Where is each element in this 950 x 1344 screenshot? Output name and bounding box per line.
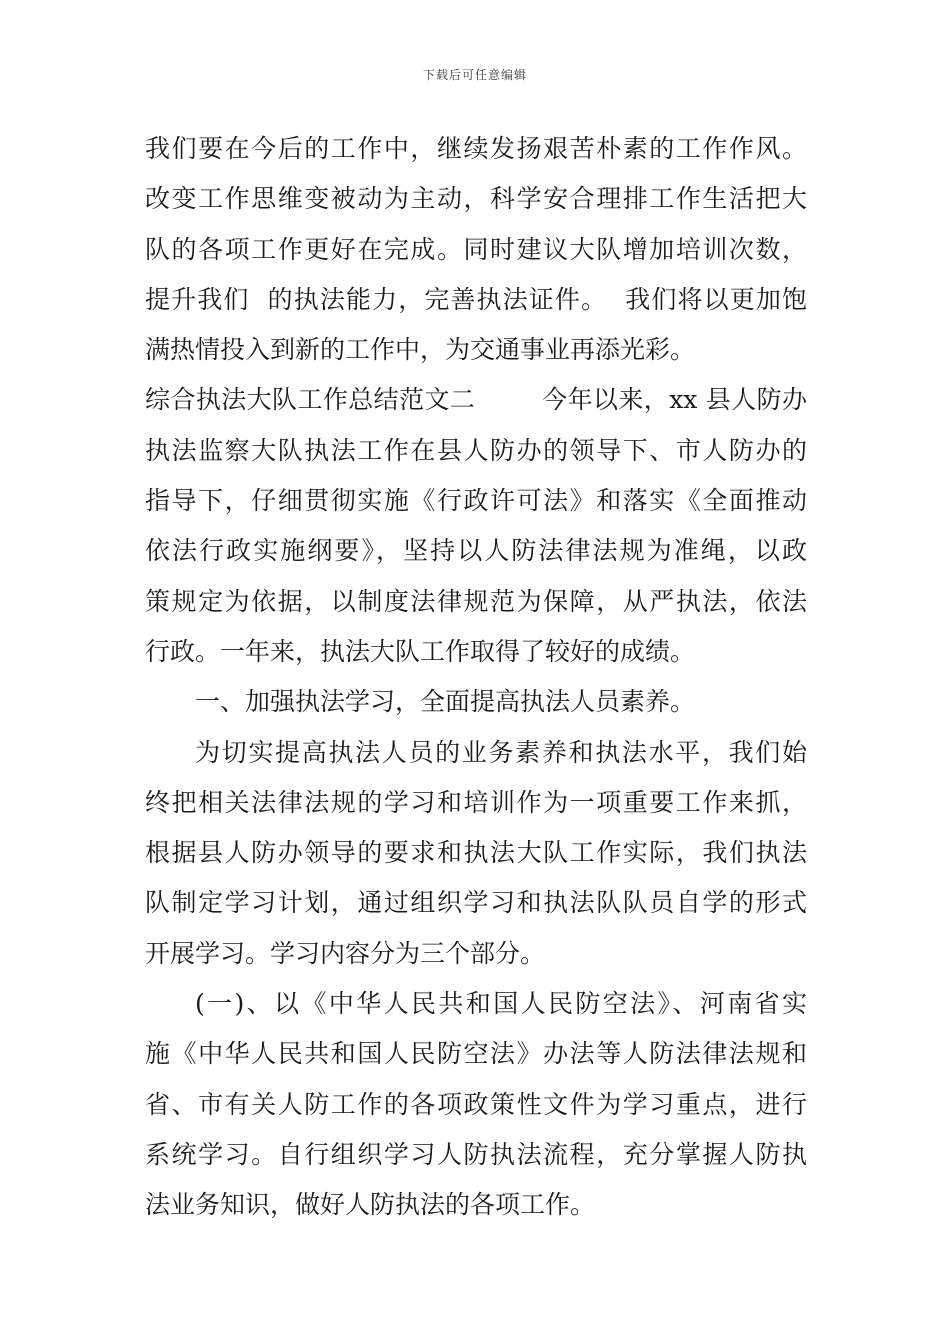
text-line: 策规定为依据，以制度法律规范为保障，从严执法，依法	[145, 586, 807, 616]
text-line: 指导下，仔细贯彻实施《行政许可法》和落实《全面推动	[145, 486, 807, 516]
text-line: 依法行政实施纲要》，坚持以人防法律法规为准绳，以政	[145, 536, 807, 566]
text-line: 队制定学习计划，通过组织学习和执法队队员自学的形式	[145, 888, 807, 918]
text-line: (一)、以《中华人民共和国人民防空法》、河南省实	[195, 989, 807, 1019]
text-line: 系统学习。自行组织学习人防执法流程，充分掌握人防执	[145, 1139, 807, 1169]
text-line: 我们要在今后的工作中，继续发扬艰苦朴素的工作作风。	[145, 134, 807, 163]
text-line: 行政。一年来，执法大队工作取得了较好的成绩。	[145, 636, 696, 666]
text-line: 省、市有关人防工作的各项政策性文件为学习重点，进行	[145, 1089, 807, 1119]
text-line: 法业务知识，做好人防执法的各项工作。	[145, 1190, 596, 1220]
document-body	[145, 124, 807, 1231]
text-line: 提升我们 的执法能力，完善执法证件。 我们将以更加饱	[145, 284, 807, 314]
page-header: 下载后可任意编辑	[422, 68, 527, 82]
text-line: 队的各项工作更好在完成。同时建议大队增加培训次数，	[145, 234, 807, 264]
text-line: 执法监察大队执法工作在县人防办的领导下、市人防办的	[145, 435, 807, 465]
text-line: 根据县人防办领导的要求和执法大队工作实际，我们执法	[145, 838, 807, 868]
text-line: 开展学习。学习内容分为三个部分。	[145, 938, 546, 968]
text-line: 为切实提高执法人员的业务素养和执法水平，我们始	[195, 737, 807, 767]
text-line: 终把相关法律法规的学习和培训作为一项重要工作来抓，	[145, 787, 807, 817]
text-line: 综合执法大队工作总结范文二 今年以来，xx 县人防办	[145, 385, 807, 415]
text-line: 满热情投入到新的工作中，为交通事业再添光彩。	[145, 335, 696, 365]
text-line: 改变工作思维变被动为主动，科学安合理排工作生活把大	[145, 184, 807, 214]
section-heading: 一、加强执法学习，全面提高执法人员素养。	[195, 687, 696, 717]
text-line: 施《中华人民共和国人民防空法》办法等人防法律法规和	[145, 1039, 807, 1069]
